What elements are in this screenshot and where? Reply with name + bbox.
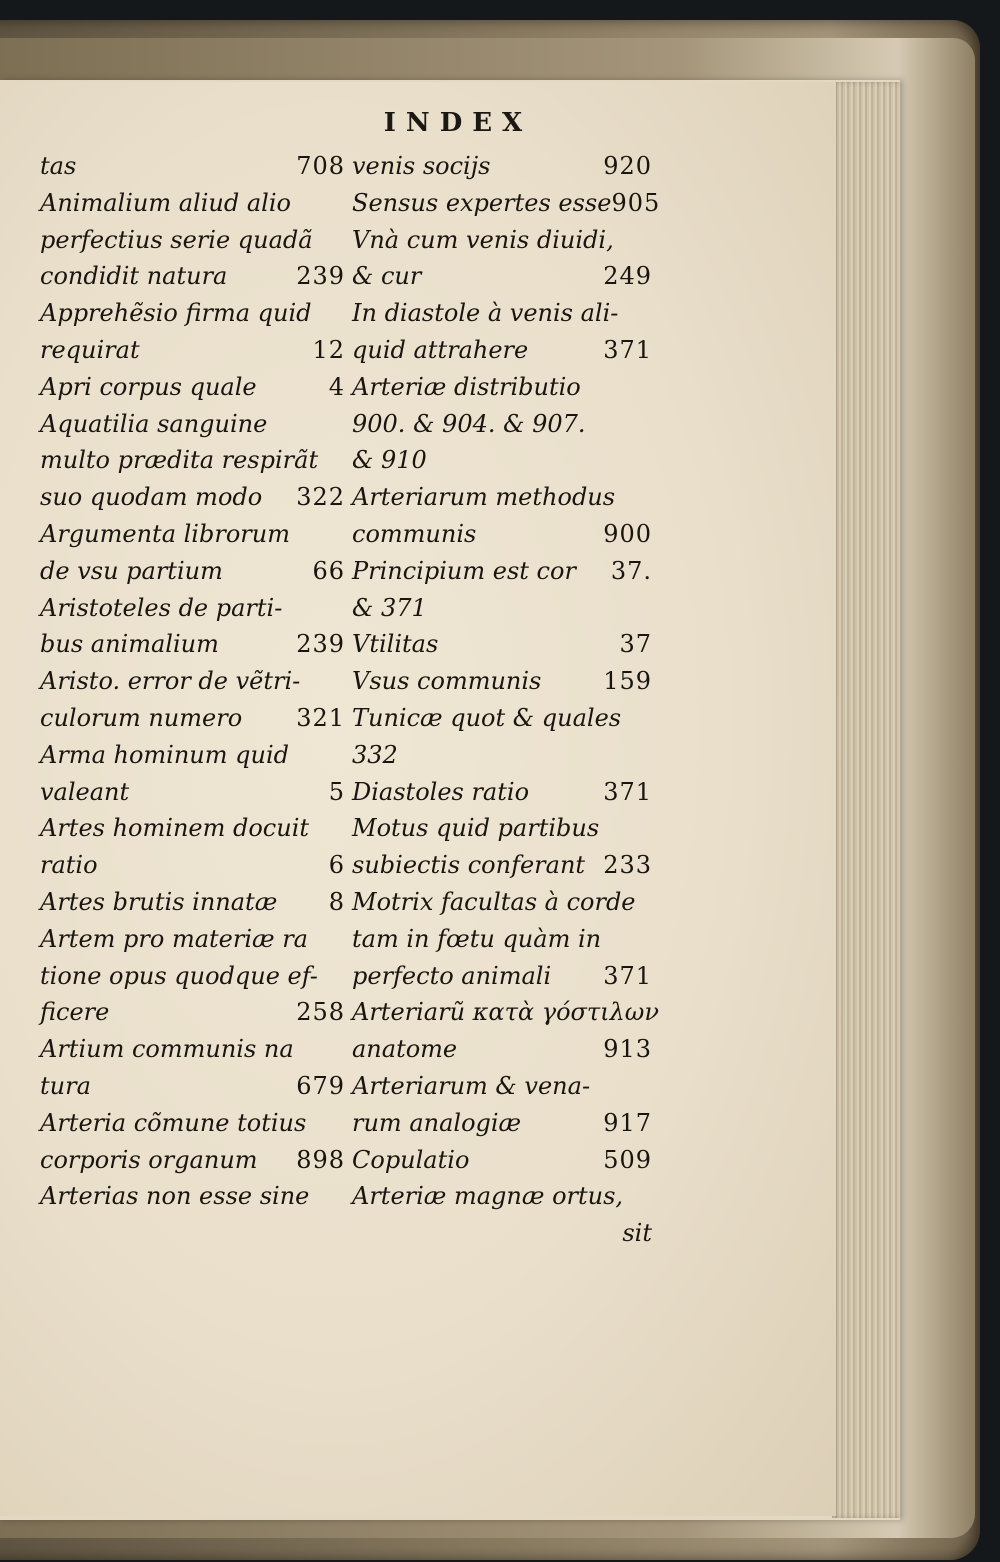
page-number: 371 — [603, 777, 652, 806]
page-number: 708 — [296, 152, 345, 180]
index-line — [40, 222, 345, 259]
index-line — [352, 369, 652, 406]
index-line — [352, 1215, 652, 1252]
index-term: tione opus quodque ef- — [40, 961, 318, 990]
index-term: Diastoles ratio — [352, 777, 530, 806]
page-number: 8 — [328, 887, 345, 916]
index-term: subiectis conferant — [352, 851, 586, 880]
index-line — [40, 369, 345, 406]
index-line — [352, 1142, 652, 1179]
index-term: Arterias non esse sine — [40, 1182, 310, 1211]
index-term: Motus quid partibus — [352, 814, 600, 843]
index-term: In diastole à venis ali- — [352, 299, 619, 328]
page-number: 66 — [312, 556, 345, 585]
index-line — [40, 590, 345, 627]
index-term: anatome — [352, 1035, 458, 1064]
index-term: & 910 — [352, 446, 427, 475]
index-term: Apprehẽsio firma quid — [40, 299, 312, 328]
index-term: quid attrahere — [352, 335, 529, 364]
index-term: Animalium aliud alio — [40, 188, 291, 217]
index-line — [40, 295, 345, 332]
page-number: 12 — [312, 335, 345, 364]
index-term: Arteriarum methodus — [352, 483, 616, 512]
index-line — [40, 626, 345, 663]
index-term: Vtilitas — [352, 630, 439, 659]
index-line — [40, 258, 345, 295]
page-number: 258 — [296, 998, 345, 1027]
page-number: 233 — [603, 851, 652, 880]
index-term: Arteriæ magnæ ortus, — [352, 1182, 624, 1211]
index-term: & 371 — [352, 593, 427, 622]
index-term: tas — [40, 152, 77, 180]
index-line — [352, 700, 652, 737]
index-line — [352, 921, 652, 958]
index-line — [40, 1142, 345, 1179]
index-term: Artem pro materiæ ra — [40, 924, 308, 953]
index-line — [40, 700, 345, 737]
index-line — [352, 590, 652, 627]
index-line — [40, 442, 345, 479]
index-term: venis socijs — [352, 152, 491, 180]
index-line — [352, 958, 652, 995]
page-number: 239 — [296, 262, 345, 291]
index-term: perfectius serie quadã — [40, 225, 313, 254]
index-term: bus animalium — [40, 630, 219, 659]
page-number: 37 — [619, 630, 652, 659]
page-number: 905 — [611, 188, 661, 217]
index-term: Arteriarũ κατὰ γόστιλων — [352, 998, 659, 1027]
page-number: 509 — [603, 1145, 652, 1174]
index-line — [352, 1068, 652, 1105]
index-line — [40, 994, 345, 1031]
index-line — [352, 479, 652, 516]
page-number: 322 — [296, 483, 345, 512]
index-line — [352, 847, 652, 884]
index-term: perfecto animali — [352, 961, 552, 990]
page-number: 5 — [328, 777, 345, 806]
index-term: ficere — [40, 998, 110, 1027]
index-term: Copulatio — [352, 1145, 470, 1174]
page-number: 679 — [296, 1071, 345, 1100]
page-leaf-edges — [832, 82, 900, 1518]
index-term: ratio — [40, 851, 98, 880]
index-term: Aristo. error de vẽtri- — [40, 667, 301, 696]
index-term: Artium communis na — [40, 1035, 294, 1064]
index-line — [40, 406, 345, 443]
index-line — [352, 1105, 652, 1142]
index-line — [40, 663, 345, 700]
index-line — [352, 406, 652, 443]
index-term: & cur — [352, 262, 422, 291]
index-line — [40, 810, 345, 847]
index-term: rum analogiæ — [352, 1108, 522, 1137]
index-term: Artes brutis innatæ — [40, 887, 278, 916]
index-line — [40, 1031, 345, 1068]
index-term: Sensus expertes esse — [352, 188, 612, 217]
page-number: 239 — [296, 630, 345, 659]
index-term: 900. & 904. & 907. — [352, 409, 586, 438]
index-term: Argumenta librorum — [40, 519, 290, 548]
index-line — [40, 1105, 345, 1142]
index-term: valeant — [40, 777, 130, 806]
index-line — [352, 1031, 652, 1068]
index-term: de vsu partium — [40, 556, 223, 585]
page-number: 321 — [296, 703, 345, 732]
index-term: Vsus communis — [352, 667, 542, 696]
index-term: corporis organum — [40, 1145, 258, 1174]
index-term: Arteria cõmune totius — [40, 1108, 307, 1137]
page-number: 917 — [603, 1108, 652, 1137]
page-number: 249 — [603, 262, 652, 291]
index-column-left — [40, 148, 345, 1215]
index-term: Principium est cor — [352, 556, 576, 585]
index-term: condidit natura — [40, 262, 228, 291]
index-line — [40, 185, 345, 222]
page-number: 4 — [328, 372, 345, 401]
index-line — [352, 148, 652, 185]
index-term: Motrix facultas à corde — [352, 887, 636, 916]
index-term: Arma hominum quid — [40, 740, 289, 769]
index-line — [40, 553, 345, 590]
index-term: suo quodam modo — [40, 483, 263, 512]
index-line — [352, 185, 661, 222]
index-term: Tunicæ quot & quales — [352, 703, 622, 732]
index-line — [352, 516, 652, 553]
index-line — [40, 921, 345, 958]
index-term: Apri corpus quale — [40, 372, 257, 401]
index-term: requirat — [40, 335, 140, 364]
index-column-right — [352, 148, 661, 1252]
index-line — [352, 258, 652, 295]
index-line — [40, 516, 345, 553]
page-number: 913 — [603, 1035, 652, 1064]
index-term: Artes hominem docuit — [40, 814, 310, 843]
index-term: Vnà cum venis diuidi, — [352, 225, 614, 254]
index-term: culorum numero — [40, 703, 243, 732]
index-line — [352, 994, 659, 1031]
index-line — [352, 626, 652, 663]
index-line — [352, 222, 652, 259]
index-line — [352, 442, 652, 479]
index-term: tura — [40, 1071, 91, 1100]
index-term: Arteriæ distributio — [352, 372, 581, 401]
index-line — [352, 332, 652, 369]
index-line — [40, 148, 345, 185]
index-line — [352, 553, 652, 590]
index-line — [352, 810, 652, 847]
index-term: multo prædita respirãt — [40, 446, 319, 475]
page-number: 371 — [603, 335, 652, 364]
page-number: 6 — [328, 851, 345, 880]
index-line — [352, 663, 652, 700]
index-term: Aquatilia sanguine — [40, 409, 268, 438]
index-term: tam in fœtu quàm in — [352, 924, 602, 953]
index-line — [352, 1178, 652, 1215]
index-line — [40, 737, 345, 774]
page-number: 37. — [610, 556, 652, 585]
index-term: sit — [622, 1219, 652, 1248]
index-term: 332 — [352, 740, 398, 769]
running-head: INDEX — [383, 108, 533, 138]
page-number: 900 — [603, 519, 652, 548]
index-line — [40, 1068, 345, 1105]
page-number: 371 — [603, 961, 652, 990]
index-term: Aristoteles de parti- — [40, 593, 283, 622]
index-line — [40, 884, 345, 921]
index-line — [352, 884, 652, 921]
index-line — [40, 774, 345, 811]
index-line — [40, 958, 345, 995]
index-line — [352, 774, 652, 811]
index-line — [40, 1178, 345, 1215]
index-line — [40, 479, 345, 516]
page-number: 898 — [296, 1145, 345, 1174]
index-line — [40, 332, 345, 369]
index-term: Arteriarum & vena- — [352, 1071, 591, 1100]
page-number: 159 — [603, 667, 652, 696]
index-line — [352, 737, 652, 774]
index-term: communis — [352, 519, 477, 548]
index-line — [40, 847, 345, 884]
page-number: 920 — [603, 152, 652, 180]
index-line — [352, 295, 652, 332]
